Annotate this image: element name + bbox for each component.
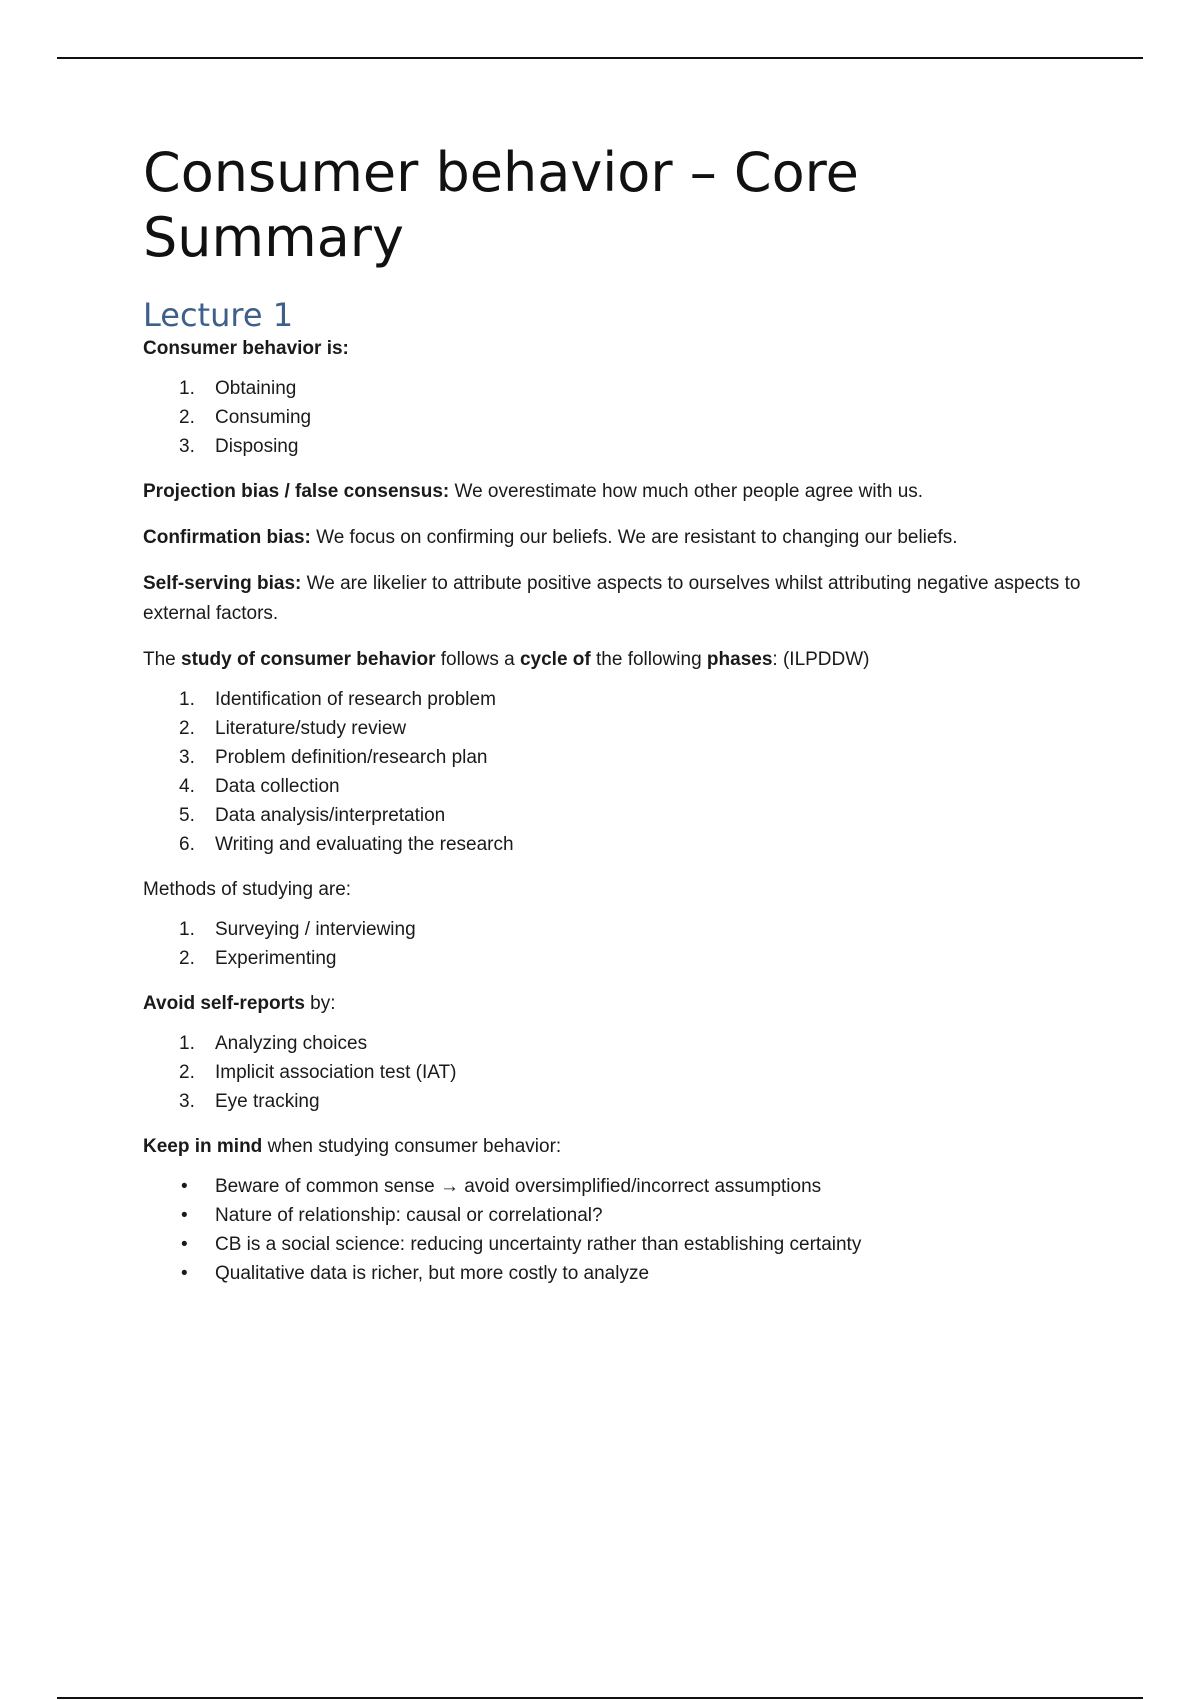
list-item: 1. Surveying / interviewing [179,919,416,940]
study-cycle-intro: The study of consumer behavior follows a cycle of the following phases: (ILPDDW) [143,649,870,670]
list-item: • Nature of relationship: causal or correlational? [143,1201,1103,1230]
keep-in-mind: Keep in mind when studying consumer behavior: [143,1136,562,1157]
header-rule [57,57,1143,59]
avoid-list [143,1029,1103,1116]
list-item: 5. Data analysis/interpretation [179,805,446,826]
document-body [143,140,1103,1304]
list-item: 1. Identification of research problem [179,689,496,710]
list-item: 1. Obtaining [179,378,297,399]
list-item: 2. Consuming [179,407,312,428]
avoid-self-reports: Avoid self-reports by: [143,993,336,1014]
self-serving-bias: Self-serving bias: We are likelier to attribute positive aspects to ourselves whilst attributing negative aspects to external factors. [143,573,1081,624]
definition-list [143,374,1103,461]
definition-label: Consumer behavior is: [143,338,349,359]
bullet-icon: • [181,1176,188,1197]
list-item: • CB is a social science: reducing uncertainty rather than establishing certainty [143,1230,1103,1259]
list-item: 6. Writing and evaluating the research [179,834,514,855]
list-item: 4. Data collection [179,776,340,797]
list-item: 3. Eye tracking [179,1091,320,1112]
list-item: 1. Analyzing choices [179,1033,368,1054]
methods-list [143,915,1103,973]
projection-bias: Projection bias / false consensus: We overestimate how much other people agree with us. [143,481,924,502]
bullet-icon: • [181,1205,188,1226]
list-item: 2. Implicit association test (IAT) [179,1062,457,1083]
list-item: 2. Literature/study review [179,718,407,739]
section-heading: Lecture 1 [143,296,294,334]
list-item: • Beware of common sense → avoid oversimplified/incorrect assumptions [143,1172,1103,1201]
methods-label: Methods of studying are: [143,879,352,900]
bullet-icon: • [181,1234,188,1255]
document-title: Consumer behavior – Core Summary [143,141,859,269]
confirmation-bias: Confirmation bias: We focus on confirming our beliefs. We are resistant to changing our beliefs. [143,527,958,548]
list-item: • Qualitative data is richer, but more costly to analyze [143,1259,1103,1288]
list-item: 3. Disposing [179,436,299,457]
keep-in-mind-list [143,1172,1103,1288]
bullet-icon: • [181,1263,188,1284]
study-cycle-list [143,685,1103,859]
list-item: 2. Experimenting [179,948,337,969]
list-item: 3. Problem definition/research plan [179,747,488,768]
footer-rule [57,1697,1143,1699]
